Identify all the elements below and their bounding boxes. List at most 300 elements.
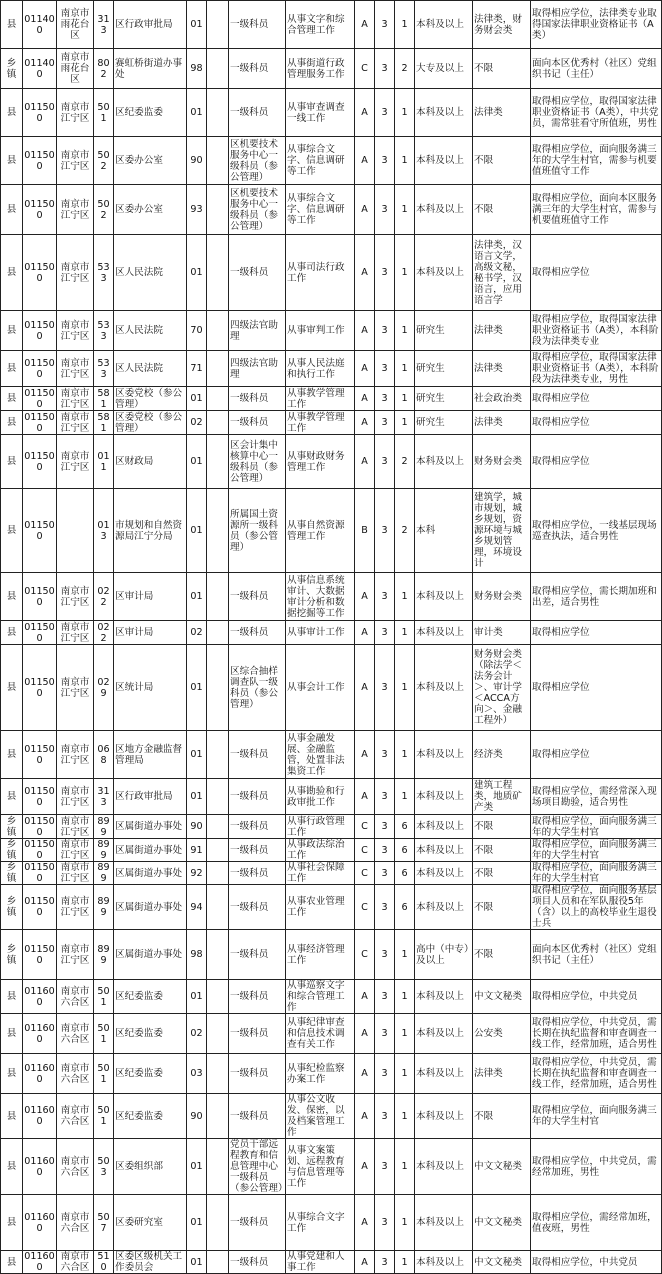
education-cell: 本科及以上 (415, 1, 473, 49)
quota-cell (207, 885, 229, 930)
category-cell: C (355, 862, 375, 885)
code-cell: 011500 (24, 387, 55, 410)
major-cell: 公安类 (473, 1014, 531, 1054)
table-row (1, 311, 662, 351)
district-cell: 南京市江宁区 (57, 89, 94, 137)
headcount-cell: 6 (395, 862, 415, 885)
table-row (1, 1014, 662, 1054)
unit-code-cell: 899 (94, 885, 114, 930)
notes-cell: 取得相应学位 (531, 411, 662, 435)
position-code-cell: 01 (187, 235, 207, 311)
notes-cell: 面向本区优秀村（社区）党组织书记（主任） (531, 930, 662, 980)
level-cell: 县 (1, 1094, 23, 1139)
quota-cell (207, 89, 229, 137)
headcount-cell: 1 (395, 731, 415, 779)
position-code-cell: 01 (187, 387, 207, 411)
table-row (1, 185, 662, 235)
exam-ratio-cell: 3 (375, 779, 395, 815)
exam-ratio-cell: 3 (375, 573, 395, 621)
headcount-cell: 1 (395, 1139, 415, 1195)
major-cell: 中文文秘类 (473, 1251, 531, 1274)
headcount-cell: 1 (395, 779, 415, 815)
table-row (1, 235, 662, 311)
district-cell: 南京市六合区 (57, 1139, 94, 1195)
exam-ratio-cell: 3 (375, 1139, 395, 1195)
unit-cell: 市规划和自然资源局江宁分局 (114, 489, 187, 573)
duties-cell: 从事行政管理工作 (286, 815, 355, 839)
unit-cell: 区审计局 (114, 573, 187, 621)
district-cell: 南京市江宁区 (57, 573, 94, 621)
category-cell: A (355, 645, 375, 731)
duties-cell: 从事公文收发、保密，以及档案管理工作 (286, 1094, 355, 1139)
code-cell: 011500 (23, 435, 57, 489)
district-cell: 南京市江宁区 (57, 839, 94, 862)
major-cell: 建筑工程类，地质矿产类 (473, 779, 531, 815)
quota-cell (207, 621, 229, 645)
table-row (1, 411, 662, 435)
unit-cell: 区纪委监委 (114, 980, 187, 1014)
education-cell: 本科及以上 (415, 89, 473, 137)
level-cell: 县 (1, 1251, 23, 1274)
table-row (1, 815, 662, 839)
category-cell: A (355, 89, 375, 137)
code-cell: 011500 (24, 839, 55, 861)
position-cell: 区机要技术服务中心一级科员（参公管理） (229, 137, 286, 185)
quota-cell (207, 185, 229, 235)
notes-cell: 取得相应学位，中共党员，需经常加班，男性 (531, 1139, 662, 1195)
unit-code-cell: 022 (94, 573, 114, 621)
code-cell: 011500 (23, 89, 57, 137)
position-cell: 党员干部远程教育和信息管理中心一级科员（参公管理） (230, 1139, 288, 1194)
unit-cell: 赛虹桥街道办事处 (114, 49, 187, 89)
unit-code-cell: 501 (94, 1014, 114, 1054)
unit-code-cell: 510 (94, 1251, 114, 1274)
major-cell: 中文文秘类 (473, 1139, 531, 1195)
table-row (1, 489, 662, 573)
position-code-cell: 90 (187, 1094, 207, 1139)
position-code-cell: 94 (187, 885, 207, 930)
position-cell: 一级科员 (229, 1, 286, 49)
education-cell: 高中（中专）及以上 (415, 930, 473, 980)
major-cell: 法律类 (473, 311, 531, 351)
quota-cell (207, 311, 229, 351)
headcount-cell: 1 (395, 137, 415, 185)
category-cell: A (355, 1094, 375, 1139)
position-code-cell: 92 (187, 862, 207, 885)
headcount-cell: 1 (395, 1094, 415, 1139)
major-cell: 法律类 (473, 1054, 531, 1094)
education-cell: 本科及以上 (415, 573, 473, 621)
headcount-cell: 1 (395, 645, 415, 731)
district-cell: 南京市雨花台区 (57, 1, 94, 49)
table-row (1, 839, 662, 862)
position-code-cell: 01 (187, 1195, 207, 1251)
unit-cell: 区委办公室 (114, 185, 187, 235)
education-cell: 研究生 (415, 351, 473, 387)
duties-cell: 从事教学管理工作 (286, 411, 355, 435)
unit-cell: 区委研究室 (114, 1195, 187, 1251)
table-row (1, 1054, 662, 1094)
table-row (1, 137, 662, 185)
education-cell: 本科及以上 (415, 980, 473, 1014)
notes-cell: 取得相应学位，取得国家法律职业资格证书（A类），本科阶段为法律类专业，男性 (531, 351, 662, 387)
table-row (1, 862, 662, 885)
code-cell: 011600 (23, 1014, 57, 1054)
district-cell: 南京市六合区 (57, 1094, 94, 1139)
level-cell: 县 (1, 573, 23, 621)
position-code-cell: 01 (187, 435, 207, 489)
category-cell: A (355, 1054, 375, 1094)
district-cell: 南京市江宁区 (57, 621, 94, 645)
education-cell: 大专及以上 (415, 49, 473, 89)
notes-cell: 取得相应学位 (531, 645, 662, 731)
category-cell: C (355, 815, 375, 839)
level-cell: 县 (1, 779, 23, 815)
headcount-cell: 1 (395, 1195, 415, 1251)
duties-cell: 从事综合文字工作 (286, 1195, 355, 1251)
exam-ratio-cell: 3 (375, 489, 395, 573)
unit-code-cell: 501 (94, 1054, 114, 1094)
exam-ratio-cell: 3 (375, 89, 395, 137)
exam-ratio-cell: 3 (375, 49, 395, 89)
position-cell: 一级科员 (229, 1054, 286, 1094)
code-cell: 011500 (23, 645, 57, 731)
quota-cell (207, 980, 229, 1014)
education-cell: 本科及以上 (415, 731, 473, 779)
table-row (1, 621, 662, 645)
category-cell: C (355, 839, 375, 862)
code-cell: 011500 (23, 930, 57, 980)
category-cell: A (355, 1139, 375, 1195)
position-cell: 一级科员 (229, 387, 286, 411)
level-cell: 县 (1, 411, 23, 435)
duties-cell: 从事审查调查一线工作 (286, 89, 355, 137)
exam-ratio-cell: 3 (375, 1195, 395, 1251)
notes-cell: 取得相应学位 (531, 235, 662, 311)
exam-ratio-cell: 3 (375, 862, 395, 885)
code-cell: 011600 (23, 1195, 57, 1251)
level-cell: 乡镇 (1, 49, 23, 89)
position-cell: 一级科员 (229, 885, 286, 930)
position-cell: 一级科员 (229, 839, 286, 862)
category-cell: A (355, 779, 375, 815)
duties-cell: 从事司法行政工作 (286, 235, 355, 311)
major-cell: 审计类 (473, 621, 531, 645)
district-cell: 南京市江宁区 (57, 235, 94, 311)
major-cell: 不限 (473, 1094, 531, 1139)
table-row (1, 731, 662, 779)
position-code-cell: 98 (187, 930, 207, 980)
category-cell: C (355, 885, 375, 930)
notes-cell: 取得相应学位，需长期加班和出差，适合男性 (531, 573, 662, 621)
exam-ratio-cell: 3 (375, 1054, 395, 1094)
quota-cell (207, 49, 229, 89)
position-cell: 一级科员 (229, 980, 286, 1014)
duties-cell: 从事审判工作 (286, 311, 355, 351)
unit-code-cell: 313 (94, 779, 114, 815)
duties-cell: 从事文字和综合管理工作 (286, 1, 355, 49)
unit-cell: 区人民法院 (114, 311, 187, 351)
level-cell: 县 (1, 89, 23, 137)
education-cell: 本科及以上 (415, 862, 473, 885)
position-code-cell: 01 (187, 779, 207, 815)
notes-cell: 取得相应学位，中共党员 (531, 980, 662, 1014)
major-cell: 不限 (473, 862, 531, 885)
education-cell: 本科及以上 (415, 1054, 473, 1094)
education-cell: 本科及以上 (415, 621, 473, 645)
position-code-cell: 01 (187, 1251, 207, 1274)
unit-code-cell: 899 (94, 839, 114, 862)
notes-cell: 取得相应学位，面向服务满三年的大学生村官 (531, 815, 662, 839)
unit-cell: 区委党校（参公管理） (114, 411, 187, 435)
district-cell: 南京市六合区 (57, 1014, 94, 1054)
level-cell: 乡镇 (1, 815, 23, 839)
unit-code-cell: 802 (94, 49, 114, 89)
code-cell: 011600 (23, 1094, 57, 1139)
code-cell: 011500 (23, 731, 57, 779)
table-row (1, 1, 662, 49)
position-code-cell: 93 (187, 185, 207, 235)
exam-ratio-cell: 3 (375, 185, 395, 235)
unit-code-cell: 011 (94, 435, 114, 489)
notes-cell: 取得相应学位，中共党员 (531, 1251, 662, 1274)
notes-cell: 取得相应学位，需经常加班，值夜班，男性 (531, 1195, 662, 1251)
notes-cell: 取得相应学位 (531, 731, 662, 779)
district-cell: 南京市江宁区 (57, 930, 94, 980)
district-cell: 南京市六合区 (57, 1251, 94, 1274)
position-cell: 一级科员 (229, 1014, 286, 1054)
code-cell: 011400 (23, 1, 57, 49)
position-code-cell: 90 (187, 137, 207, 185)
position-cell: 一级科员 (229, 815, 286, 839)
unit-code-cell: 068 (94, 731, 114, 779)
headcount-cell: 6 (395, 815, 415, 839)
category-cell: C (355, 930, 375, 980)
level-cell: 县 (1, 489, 23, 573)
education-cell: 本科及以上 (415, 645, 473, 731)
position-cell: 一级科员 (229, 1094, 286, 1139)
position-code-cell: 70 (187, 311, 207, 351)
unit-cell: 区人民法院 (114, 235, 187, 311)
code-cell: 011500 (23, 779, 57, 815)
category-cell: A (355, 311, 375, 351)
district-cell: 南京市江宁区 (57, 311, 94, 351)
quota-cell (207, 731, 229, 779)
position-cell: 一级科员 (229, 1195, 286, 1251)
headcount-cell: 1 (395, 89, 415, 137)
unit-code-cell: 313 (94, 1, 114, 49)
major-cell: 财务财会类 (473, 573, 531, 621)
unit-code-cell: 013 (94, 489, 114, 573)
unit-code-cell: 899 (94, 862, 114, 885)
duties-cell: 从事自然资源管理工作 (286, 489, 355, 573)
major-cell: 财务财会类 (473, 435, 531, 489)
notes-cell: 取得相应学位，取得国家法律职业资格证书（A类），中共党员，需常驻看守所值班，男性 (531, 89, 662, 137)
headcount-cell: 1 (395, 573, 415, 621)
level-cell: 县 (1, 137, 23, 185)
table-row (1, 351, 662, 387)
table-row (1, 573, 662, 621)
major-cell: 中文文秘类 (473, 1195, 531, 1251)
unit-code-cell: 501 (94, 980, 114, 1014)
code-cell: 011500 (24, 815, 55, 838)
exam-ratio-cell: 3 (375, 387, 395, 411)
quota-cell (207, 930, 229, 980)
exam-ratio-cell: 3 (375, 885, 395, 930)
quota-cell (207, 1014, 229, 1054)
category-cell: A (355, 235, 375, 311)
major-cell: 法律类 (473, 351, 531, 387)
unit-code-cell: 533 (94, 311, 114, 351)
education-cell: 本科及以上 (415, 235, 473, 311)
code-cell: 011500 (23, 235, 57, 311)
unit-code-cell: 533 (94, 351, 114, 387)
table-row (1, 930, 662, 980)
quota-cell (207, 815, 229, 839)
code-cell: 011500 (24, 862, 55, 884)
headcount-cell: 2 (395, 489, 415, 573)
level-cell: 乡镇 (1, 930, 23, 980)
duties-cell: 从事经济管理工作 (286, 930, 355, 980)
notes-cell: 取得相应学位 (531, 387, 662, 411)
level-cell: 县 (1, 235, 23, 311)
table-row (1, 89, 662, 137)
unit-code-cell: 502 (94, 137, 114, 185)
category-cell: A (355, 411, 375, 435)
code-cell: 011500 (23, 489, 57, 573)
education-cell: 本科及以上 (415, 1251, 473, 1274)
unit-cell: 区属街道办事处 (114, 862, 187, 885)
position-code-cell: 02 (187, 621, 207, 645)
headcount-cell: 1 (395, 387, 415, 411)
notes-cell: 取得相应学位，面向服务满三年的大学生村官 (531, 862, 662, 885)
headcount-cell: 1 (395, 1, 415, 49)
category-cell: C (355, 49, 375, 89)
major-cell: 法律类 (473, 411, 531, 435)
unit-code-cell: 503 (94, 1139, 114, 1195)
duties-cell: 从事政法综治工作 (286, 839, 355, 862)
unit-code-cell: 899 (94, 815, 114, 839)
exam-ratio-cell: 3 (375, 645, 395, 731)
education-cell: 本科及以上 (415, 1014, 473, 1054)
code-cell: 011600 (23, 1054, 57, 1094)
category-cell: A (355, 980, 375, 1014)
quota-cell (207, 435, 229, 489)
notes-cell: 取得相应学位，中共党员，需长期在执纪监督和审查调查一线工作，经常加班，适合男性 (531, 1054, 662, 1094)
level-cell: 县 (1, 1195, 23, 1251)
notes-cell: 取得相应学位，需经常深入现场项目勘验，适合男性 (531, 779, 662, 815)
category-cell: A (355, 387, 375, 411)
headcount-cell: 1 (395, 621, 415, 645)
position-code-cell: 98 (187, 49, 207, 89)
duties-cell: 从事纪律审查和信息技术调查有关工作 (286, 1014, 355, 1054)
level-cell: 县 (1, 1, 23, 49)
code-cell: 011500 (24, 411, 55, 434)
category-cell: A (355, 1, 375, 49)
duties-cell: 从事金融发展、金融监管，处置非法集资工作 (286, 731, 355, 779)
headcount-cell: 1 (395, 1054, 415, 1094)
position-cell: 一级科员 (229, 411, 286, 435)
category-cell: A (355, 351, 375, 387)
quota-cell (207, 235, 229, 311)
position-cell: 一级科员 (229, 89, 286, 137)
education-cell: 研究生 (415, 387, 473, 411)
quota-cell (207, 1139, 229, 1195)
major-cell: 法律类，财务财会类 (473, 1, 531, 49)
table-row (1, 980, 662, 1014)
code-cell: 011500 (24, 621, 55, 644)
duties-cell: 从事教学管理工作 (286, 387, 355, 411)
quota-cell (207, 862, 229, 885)
unit-cell: 区属街道办事处 (114, 839, 187, 862)
duties-cell: 从事街道行政管理服务工作 (286, 49, 355, 89)
position-code-cell: 01 (187, 980, 207, 1014)
unit-cell: 区委区级机关工作委员会 (114, 1251, 187, 1274)
notes-cell: 取得相应学位，法律类专业取得国家法律职业资格证书（A类） (531, 1, 662, 49)
notes-cell: 取得相应学位，面向本区服务满三年的大学生村官，需参与机要值班值守工作 (531, 185, 662, 235)
position-code-cell: 01 (187, 731, 207, 779)
exam-ratio-cell: 3 (375, 311, 395, 351)
unit-cell: 区行政审批局 (114, 1, 187, 49)
position-code-cell: 02 (187, 1014, 207, 1054)
notes-cell: 取得相应学位，取得国家法律职业资格证书（A类），本科阶段为法律类专业 (531, 311, 662, 351)
education-cell: 本科及以上 (415, 137, 473, 185)
major-cell: 不限 (473, 839, 531, 862)
quota-cell (207, 137, 229, 185)
code-cell: 011400 (23, 49, 57, 89)
quota-cell (207, 1, 229, 49)
district-cell: 南京市六合区 (57, 1195, 94, 1251)
position-cell: 一级科员 (229, 930, 286, 980)
exam-ratio-cell: 3 (375, 235, 395, 311)
position-code-cell: 01 (187, 89, 207, 137)
position-code-cell: 01 (187, 573, 207, 621)
unit-cell: 区统计局 (114, 645, 187, 731)
major-cell: 不限 (473, 885, 531, 930)
education-cell: 本科及以上 (415, 1139, 473, 1195)
position-code-cell: 90 (187, 815, 207, 839)
unit-code-cell: 022 (94, 621, 114, 645)
exam-ratio-cell: 3 (375, 621, 395, 645)
district-cell: 南京市六合区 (57, 980, 94, 1014)
exam-ratio-cell: 3 (375, 351, 395, 387)
category-cell: A (355, 435, 375, 489)
category-cell: A (355, 621, 375, 645)
headcount-cell: 6 (395, 885, 415, 930)
major-cell: 财务财会类（除法学＜法务会计＞、审计学＜ACCA方向＞、金融工程外） (473, 645, 531, 731)
notes-cell: 取得相应学位，面向服务基层项目人员和在军队服役5年（含）以上的高校毕业生退役士兵 (531, 885, 662, 930)
major-cell: 不限 (473, 815, 531, 839)
code-cell: 011600 (24, 1251, 55, 1273)
table-row (1, 885, 662, 930)
district-cell: 南京市江宁区 (57, 815, 94, 839)
quota-cell (207, 1195, 229, 1251)
headcount-cell: 1 (395, 980, 415, 1014)
major-cell: 建筑学，城市规划，城乡规划，资源环境与城乡规划管理，环境设计 (473, 489, 531, 573)
level-cell: 县 (1, 645, 23, 731)
education-cell: 本科及以上 (415, 1195, 473, 1251)
headcount-cell: 1 (395, 411, 415, 435)
major-cell: 经济类 (473, 731, 531, 779)
level-cell: 县 (1, 185, 23, 235)
position-cell: 所属国土资源所一级科员（参公管理） (229, 489, 286, 573)
exam-ratio-cell: 3 (375, 731, 395, 779)
duties-cell: 从事财政财务管理工作 (286, 435, 355, 489)
category-cell: A (355, 1014, 375, 1054)
exam-ratio-cell: 3 (375, 930, 395, 980)
level-cell: 县 (1, 1139, 23, 1195)
unit-cell: 区属街道办事处 (114, 930, 187, 980)
